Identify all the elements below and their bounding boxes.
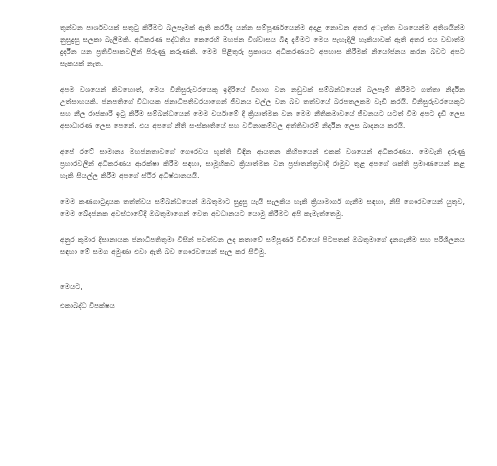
body-paragraph-1: තුන්වන පාර්ශවයක් සතුටු කිරීමට බලපෑමක් ඇති කරයිද යන්න සම්පූර්ණයෙන්ම අදාළ නොවන අතර අැත්ත වශයෙන්ම අතිශයින්ම නුසුදුසු සලකා බැලීමකි. අධිකරණ පද්ධතිය කෙරෙහි මහජන විශ්වාසය බිඳ දැමීමට මෙය පැහැදිලි හැකියාවක් ඇති අතර එය වඩාත්ම දුර්දීන යන ප්‍රතිවිපාකවලින් පිරුණු කරුණකි. මෙම පිළිතුරු ප්‍රකාශය අධිකරණයට අපහාස කිරීමක් නියෝජනය කරන බවට අපට සැකයක් නැත.	[60, 23, 465, 68]
closing-salutation: මෙයට,	[60, 282, 83, 291]
letter-closing	[60, 280, 465, 312]
body-paragraph-4: මෙම කණගාටුදායක තත්ත්වය සම්බන්ධයෙන් ඔබතුමාට සුදුසු යැයි සැලකිය හැකි ක්‍රියාමාර්ග ගැනීම සඳහා, නිසි ගෞරවයෙන් යුතුව, මෙම ඛේදජනක අවස්ථාවේදී ඔබතුමාගෙන් වෙත අවධානයට යොමු කිරීමට අපි කැමැත්තෙමු.	[60, 197, 465, 218]
body-paragraph-3: අපේ රටේ සාමාන්‍ය මහජනතාවගේ ගෞරවය භුක්ති විඳින ආයතන කිහිපයෙන් එකක් වශයෙන් අධිකරණය. මෙවැනි දරුණු ප්‍රහාරවලින් අධිකරණය ආරක්ෂා කිරීම සඳහා, සාමූහිකව ක්‍රියාත්මක වන ප්‍රජාතන්ත්‍රවාදී රාමුව තුළ අපගේ ශක්ති ප්‍රමාණයෙන් කළ හැකි සියල්ල කිරීම අපගේ ස්ථිර අධිෂ්ඨානයයි.	[60, 147, 465, 180]
body-paragraph-5: අනුර කුමාර දිසානායක ජනාධිපතිතුමා විසින් පවත්වන ලද කතාවේ සම්පූර්ණ වීඩියෝ පිටපතක් ඔබතුමාගේ දැනගැනීම සහ පරිශීලනය සඳහා මේ සමග අමුණා එවා ඇති බව ගෞරවයෙන් සැල කර සිටිමු.	[60, 235, 465, 256]
body-paragraph-2: අපම වශයෙන් කිවහොත්, මෙය විනිසුරුවරයෙකු ඉදිරියේ විභාග වන නඩුවක් සම්බන්ධයෙන් බලපෑම් කිරීමට ගත්තා නිර්දින උත්සාහයකි. ජනපතිගේ විධායක ජනාධිපතිවරයාගෙන් ජීවනය චල්ල වන බව තත්වයේ බරපතලකම වැඩි කරයි. විනිසුරුවරයෙකුට සහ නීල රාජකාරි ඉටු කිරීම සම්බන්ධයෙන් මෙම චර්යාමේ දී ක්‍රියාත්මක වන මෙම නීතිකමාවයේ ජීවනයට යටත් විම අපට දැඩි ලෙස අසාධාරණ ලෙස පෙනේ. එය අපගේ නීති සංස්කෘතියේ සහ වටිනාකම්වල අත්තිවාරම් නිර්දින ලෙස ඛාදනය කරයි.	[60, 85, 465, 130]
closing-signature: එකාබද්ධ විපක්ෂය	[60, 301, 115, 310]
